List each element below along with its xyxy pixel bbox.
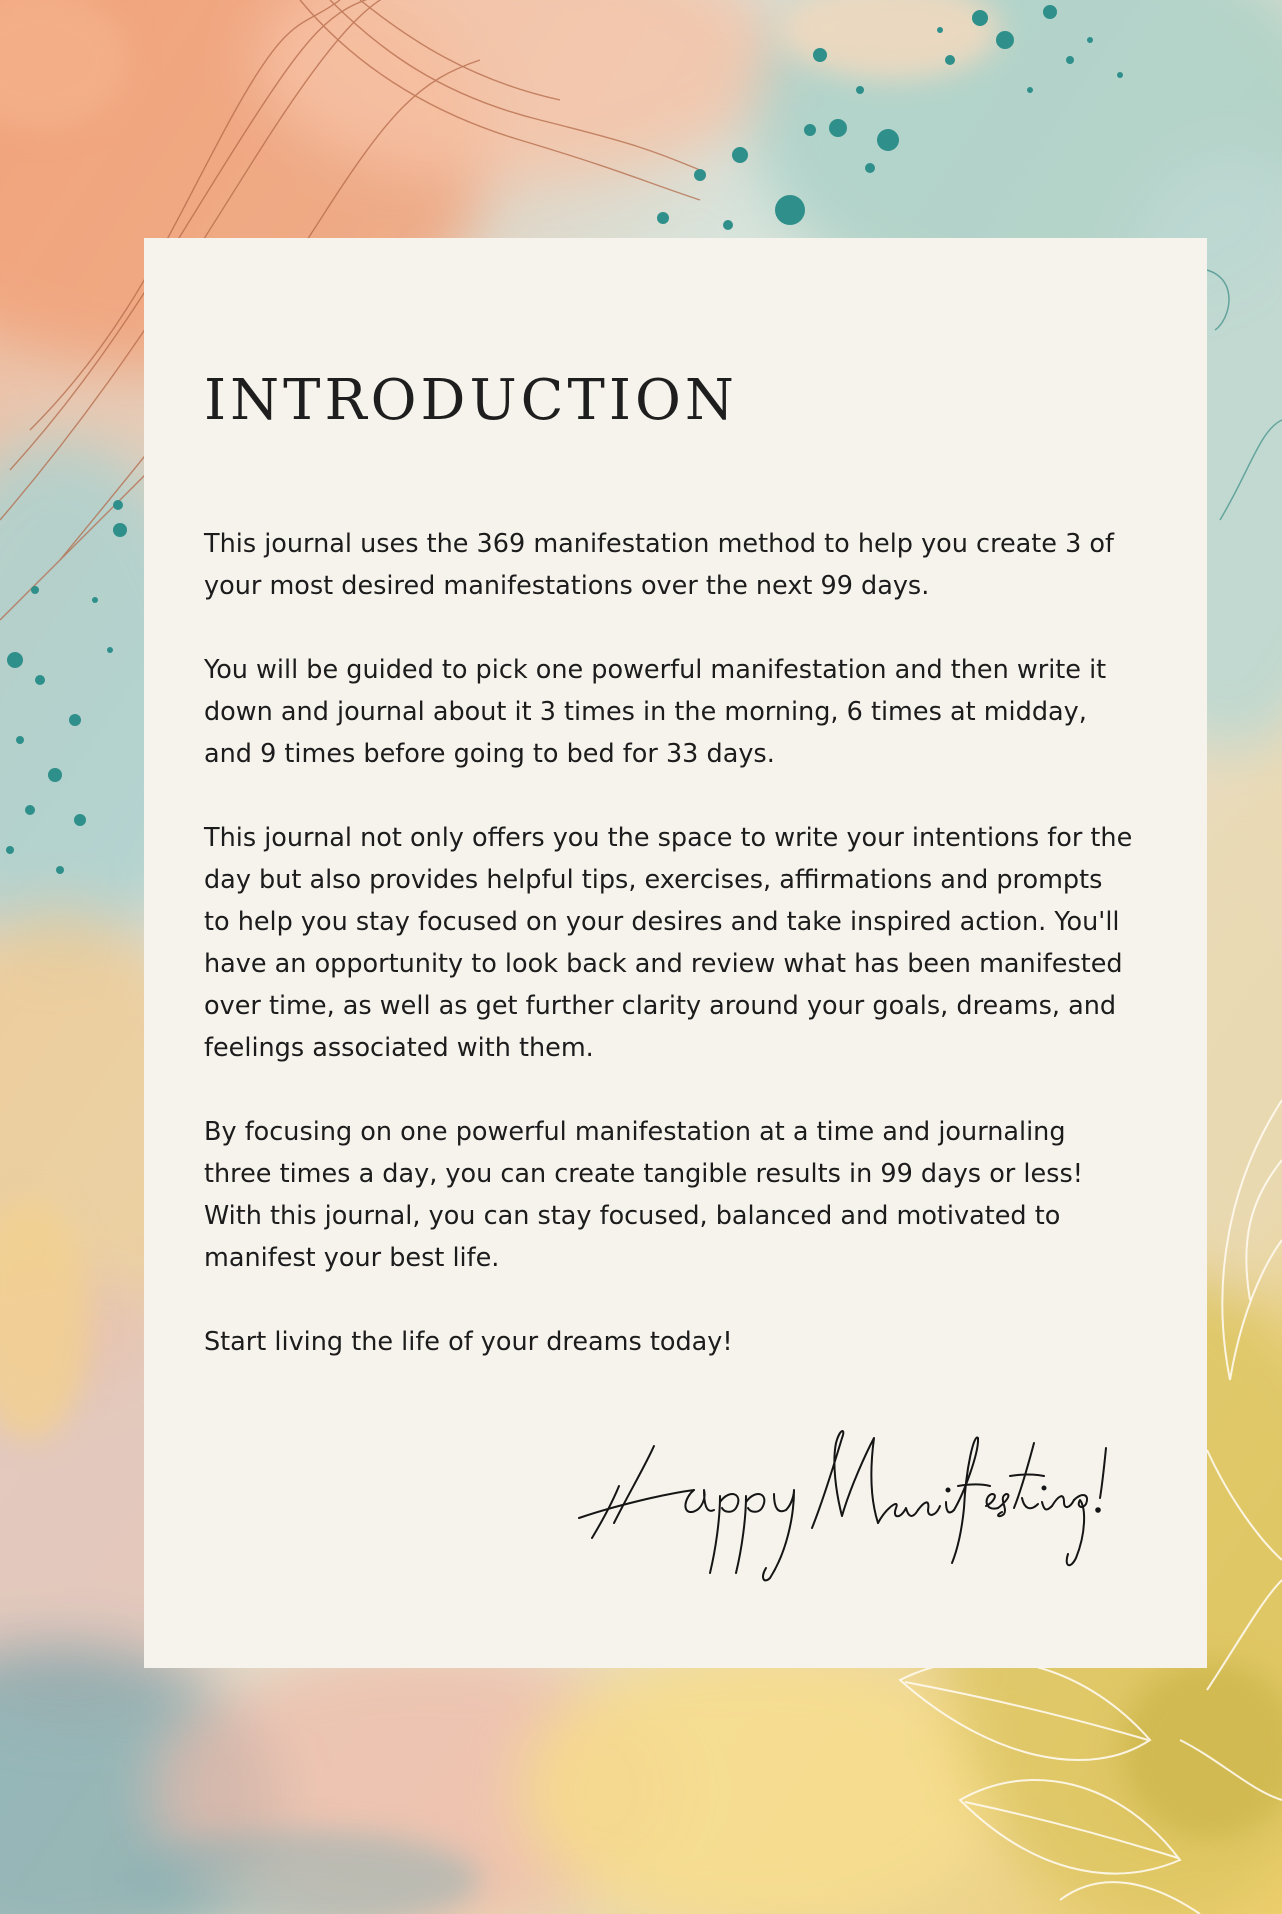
page-title: INTRODUCTION bbox=[204, 368, 738, 433]
intro-panel bbox=[144, 238, 1207, 1668]
intro-paragraph: By focusing on one powerful manifestation at a time and journaling three times a day, you can create tangible results in 99 days or less! With this journal, you can stay focused, balanced and motivated to manifest your best life. bbox=[204, 1117, 1083, 1273]
intro-paragraph: This journal not only offers you the space to write your intentions for the day but also provides helpful tips, exercises, affirmations and prompts to help you stay focused on your desires and take inspired action. You'll have an opportunity to look back and review what has been manifested over time, as well as get further clarity around your goals, dreams, and feelings associated with them. bbox=[204, 823, 1133, 1063]
intro-paragraph: You will be guided to pick one powerful manifestation and then write it down and journal about it 3 times in the morning, 6 times at midday, and 9 times before going to bed for 33 days. bbox=[204, 655, 1107, 769]
signature bbox=[574, 1398, 1154, 1598]
intro-body bbox=[204, 523, 1134, 1405]
intro-paragraph: This journal uses the 369 manifestation method to help you create 3 of your most desired manifestations over the next 99 days. bbox=[204, 529, 1115, 601]
intro-paragraph: Start living the life of your dreams today! bbox=[204, 1327, 733, 1357]
